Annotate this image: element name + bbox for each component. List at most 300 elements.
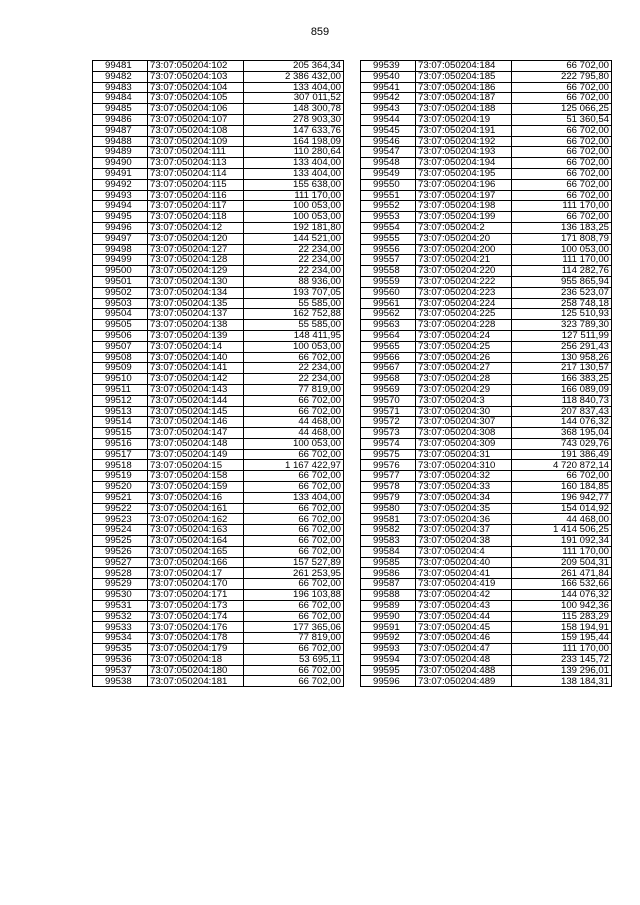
row-number-cell: 99498 xyxy=(93,244,148,255)
row-number-cell: 99482 xyxy=(93,71,148,82)
table-row xyxy=(93,557,344,568)
row-number-cell: 99510 xyxy=(93,374,148,385)
value-cell: 323 789,30 xyxy=(512,320,612,331)
table-row xyxy=(93,298,344,309)
table-row xyxy=(93,665,344,676)
cadastral-number-cell: 73:07:050204:198 xyxy=(416,201,512,212)
cadastral-number-cell: 73:07:050204:107 xyxy=(148,114,244,125)
cadastral-number-cell: 73:07:050204:164 xyxy=(148,536,244,547)
table-row xyxy=(93,525,344,536)
cadastral-number-cell: 73:07:050204:36 xyxy=(416,514,512,525)
table-row xyxy=(93,590,344,601)
table-row xyxy=(361,557,612,568)
value-cell: 743 029,76 xyxy=(512,438,612,449)
value-cell: 66 702,00 xyxy=(244,536,344,547)
table-row xyxy=(93,482,344,493)
row-number-cell: 99490 xyxy=(93,158,148,169)
row-number-cell: 99487 xyxy=(93,125,148,136)
value-cell: 164 198,09 xyxy=(244,136,344,147)
value-cell: 22 234,00 xyxy=(244,266,344,277)
value-cell: 66 702,00 xyxy=(244,665,344,676)
value-cell: 192 181,80 xyxy=(244,222,344,233)
row-number-cell: 99516 xyxy=(93,438,148,449)
row-number-cell: 99545 xyxy=(361,125,416,136)
row-number-cell: 99526 xyxy=(93,546,148,557)
table-row xyxy=(93,233,344,244)
value-cell: 166 532,66 xyxy=(512,579,612,590)
value-cell: 66 702,00 xyxy=(512,158,612,169)
table-row xyxy=(93,514,344,525)
cadastral-number-cell: 73:07:050204:141 xyxy=(148,363,244,374)
value-cell: 66 702,00 xyxy=(244,395,344,406)
cadastral-number-cell: 73:07:050204:111 xyxy=(148,147,244,158)
table-row xyxy=(93,222,344,233)
row-number-cell: 99522 xyxy=(93,503,148,514)
table-row xyxy=(93,82,344,93)
row-number-cell: 99579 xyxy=(361,492,416,503)
row-number-cell: 99560 xyxy=(361,287,416,298)
value-cell: 111 170,00 xyxy=(512,255,612,266)
cadastral-number-cell: 73:07:050204:228 xyxy=(416,320,512,331)
cadastral-number-cell: 73:07:050204:139 xyxy=(148,330,244,341)
row-number-cell: 99559 xyxy=(361,276,416,287)
row-number-cell: 99517 xyxy=(93,449,148,460)
table-row xyxy=(93,374,344,385)
cadastral-number-cell: 73:07:050204:194 xyxy=(416,158,512,169)
table-row xyxy=(93,438,344,449)
cadastral-number-cell: 73:07:050204:44 xyxy=(416,611,512,622)
value-cell: 278 903,30 xyxy=(244,114,344,125)
table-row xyxy=(361,61,612,72)
value-cell: 222 795,80 xyxy=(512,71,612,82)
value-cell: 100 053,00 xyxy=(244,212,344,223)
value-cell: 66 702,00 xyxy=(512,82,612,93)
cadastral-number-cell: 73:07:050204:17 xyxy=(148,568,244,579)
value-cell: 22 234,00 xyxy=(244,244,344,255)
cadastral-number-cell: 73:07:050204:197 xyxy=(416,190,512,201)
value-cell: 66 702,00 xyxy=(244,503,344,514)
row-number-cell: 99587 xyxy=(361,579,416,590)
table-row xyxy=(361,665,612,676)
row-number-cell: 99552 xyxy=(361,201,416,212)
row-number-cell: 99491 xyxy=(93,168,148,179)
row-number-cell: 99563 xyxy=(361,320,416,331)
table-row xyxy=(361,492,612,503)
row-number-cell: 99530 xyxy=(93,590,148,601)
table-row xyxy=(93,125,344,136)
cadastral-number-cell: 73:07:050204:134 xyxy=(148,287,244,298)
value-cell: 66 702,00 xyxy=(244,514,344,525)
table-row xyxy=(361,384,612,395)
value-cell: 191 386,49 xyxy=(512,449,612,460)
row-number-cell: 99521 xyxy=(93,492,148,503)
row-number-cell: 99547 xyxy=(361,147,416,158)
table-row xyxy=(93,633,344,644)
cadastral-number-cell: 73:07:050204:179 xyxy=(148,644,244,655)
row-number-cell: 99537 xyxy=(93,665,148,676)
row-number-cell: 99581 xyxy=(361,514,416,525)
value-cell: 955 865,94 xyxy=(512,276,612,287)
cadastral-number-cell: 73:07:050204:4 xyxy=(416,546,512,557)
cadastral-number-cell: 73:07:050204:140 xyxy=(148,352,244,363)
value-cell: 66 702,00 xyxy=(512,136,612,147)
table-row xyxy=(93,244,344,255)
value-cell: 66 702,00 xyxy=(244,546,344,557)
table-row xyxy=(361,471,612,482)
value-cell: 66 702,00 xyxy=(244,600,344,611)
value-cell: 2 386 432,00 xyxy=(244,71,344,82)
row-number-cell: 99497 xyxy=(93,233,148,244)
row-number-cell: 99539 xyxy=(361,61,416,72)
row-number-cell: 99481 xyxy=(93,61,148,72)
table-row xyxy=(361,428,612,439)
value-cell: 368 195,04 xyxy=(512,428,612,439)
cadastral-number-cell: 73:07:050204:191 xyxy=(416,125,512,136)
row-number-cell: 99493 xyxy=(93,190,148,201)
cadastral-number-cell: 73:07:050204:188 xyxy=(416,104,512,115)
cadastral-number-cell: 73:07:050204:40 xyxy=(416,557,512,568)
table-row xyxy=(93,352,344,363)
value-cell: 100 942,36 xyxy=(512,600,612,611)
value-cell: 118 840,73 xyxy=(512,395,612,406)
value-cell: 55 585,00 xyxy=(244,320,344,331)
value-cell: 159 195,44 xyxy=(512,633,612,644)
table-row xyxy=(93,341,344,352)
cadastral-number-cell: 73:07:050204:43 xyxy=(416,600,512,611)
cadastral-number-cell: 73:07:050204:145 xyxy=(148,406,244,417)
row-number-cell: 99586 xyxy=(361,568,416,579)
cadastral-number-cell: 73:07:050204:130 xyxy=(148,276,244,287)
table-row xyxy=(93,287,344,298)
cadastral-number-cell: 73:07:050204:113 xyxy=(148,158,244,169)
value-cell: 100 053,00 xyxy=(512,244,612,255)
cadastral-number-cell: 73:07:050204:170 xyxy=(148,579,244,590)
value-cell: 193 707,05 xyxy=(244,287,344,298)
value-cell: 166 383,25 xyxy=(512,374,612,385)
table-row xyxy=(361,82,612,93)
table-row xyxy=(361,71,612,82)
cadastral-number-cell: 73:07:050204:48 xyxy=(416,654,512,665)
cadastral-number-cell: 73:07:050204:173 xyxy=(148,600,244,611)
row-number-cell: 99486 xyxy=(93,114,148,125)
value-cell: 22 234,00 xyxy=(244,374,344,385)
table-row xyxy=(93,428,344,439)
value-cell: 66 702,00 xyxy=(244,352,344,363)
cadastral-number-cell: 73:07:050204:144 xyxy=(148,395,244,406)
table-row xyxy=(361,341,612,352)
row-number-cell: 99571 xyxy=(361,406,416,417)
cadastral-number-cell: 73:07:050204:120 xyxy=(148,233,244,244)
value-cell: 133 404,00 xyxy=(244,492,344,503)
cadastral-number-cell: 73:07:050204:225 xyxy=(416,309,512,320)
cadastral-number-cell: 73:07:050204:24 xyxy=(416,330,512,341)
row-number-cell: 99548 xyxy=(361,158,416,169)
cadastral-number-cell: 73:07:050204:116 xyxy=(148,190,244,201)
row-number-cell: 99570 xyxy=(361,395,416,406)
row-number-cell: 99507 xyxy=(93,341,148,352)
cadastral-number-cell: 73:07:050204:159 xyxy=(148,482,244,493)
value-cell: 66 702,00 xyxy=(244,406,344,417)
value-cell: 66 702,00 xyxy=(512,61,612,72)
table-row xyxy=(93,406,344,417)
table-row xyxy=(93,168,344,179)
table-row xyxy=(361,320,612,331)
table-row xyxy=(93,61,344,72)
row-number-cell: 99549 xyxy=(361,168,416,179)
cadastral-number-cell: 73:07:050204:35 xyxy=(416,503,512,514)
cadastral-number-cell: 73:07:050204:146 xyxy=(148,417,244,428)
value-cell: 44 468,00 xyxy=(244,428,344,439)
row-number-cell: 99565 xyxy=(361,341,416,352)
value-cell: 138 184,31 xyxy=(512,676,612,687)
row-number-cell: 99566 xyxy=(361,352,416,363)
cadastral-number-cell: 73:07:050204:32 xyxy=(416,471,512,482)
value-cell: 114 282,76 xyxy=(512,266,612,277)
table-row xyxy=(93,460,344,471)
value-cell: 127 511,99 xyxy=(512,330,612,341)
row-number-cell: 99554 xyxy=(361,222,416,233)
value-cell: 4 720 872,14 xyxy=(512,460,612,471)
value-cell: 77 819,00 xyxy=(244,384,344,395)
value-cell: 66 702,00 xyxy=(244,482,344,493)
row-number-cell: 99557 xyxy=(361,255,416,266)
table-row xyxy=(93,417,344,428)
row-number-cell: 99504 xyxy=(93,309,148,320)
value-cell: 66 702,00 xyxy=(512,147,612,158)
table-row xyxy=(361,644,612,655)
table-row xyxy=(361,417,612,428)
row-number-cell: 99535 xyxy=(93,644,148,655)
table-row xyxy=(361,222,612,233)
row-number-cell: 99495 xyxy=(93,212,148,223)
table-row xyxy=(361,93,612,104)
table-row xyxy=(361,158,612,169)
row-number-cell: 99583 xyxy=(361,536,416,547)
table-row xyxy=(361,266,612,277)
table-row xyxy=(361,330,612,341)
value-cell: 125 066,25 xyxy=(512,104,612,115)
table-row xyxy=(93,330,344,341)
cadastral-number-cell: 73:07:050204:158 xyxy=(148,471,244,482)
value-cell: 66 702,00 xyxy=(512,190,612,201)
cadastral-number-cell: 73:07:050204:180 xyxy=(148,665,244,676)
row-number-cell: 99542 xyxy=(361,93,416,104)
value-cell: 133 404,00 xyxy=(244,158,344,169)
table-row xyxy=(361,600,612,611)
row-number-cell: 99496 xyxy=(93,222,148,233)
row-number-cell: 99594 xyxy=(361,654,416,665)
value-cell: 44 468,00 xyxy=(244,417,344,428)
value-cell: 133 404,00 xyxy=(244,82,344,93)
value-cell: 217 130,57 xyxy=(512,363,612,374)
cadastral-number-cell: 73:07:050204:47 xyxy=(416,644,512,655)
table-row xyxy=(361,201,612,212)
cadastral-number-cell: 73:07:050204:103 xyxy=(148,71,244,82)
value-cell: 147 633,76 xyxy=(244,125,344,136)
table-row xyxy=(361,255,612,266)
row-number-cell: 99564 xyxy=(361,330,416,341)
value-cell: 66 702,00 xyxy=(512,125,612,136)
row-number-cell: 99509 xyxy=(93,363,148,374)
table-row xyxy=(93,644,344,655)
row-number-cell: 99525 xyxy=(93,536,148,547)
value-cell: 66 702,00 xyxy=(244,676,344,687)
row-number-cell: 99588 xyxy=(361,590,416,601)
value-cell: 162 752,88 xyxy=(244,309,344,320)
table-row xyxy=(361,579,612,590)
cadastral-number-cell: 73:07:050204:488 xyxy=(416,665,512,676)
row-number-cell: 99533 xyxy=(93,622,148,633)
cadastral-number-cell: 73:07:050204:20 xyxy=(416,233,512,244)
table-row xyxy=(93,276,344,287)
table-row xyxy=(361,406,612,417)
row-number-cell: 99502 xyxy=(93,287,148,298)
value-cell: 148 300,78 xyxy=(244,104,344,115)
value-cell: 66 702,00 xyxy=(244,449,344,460)
row-number-cell: 99484 xyxy=(93,93,148,104)
right-cadastral-table xyxy=(360,60,612,687)
cadastral-number-cell: 73:07:050204:25 xyxy=(416,341,512,352)
row-number-cell: 99515 xyxy=(93,428,148,439)
value-cell: 155 638,00 xyxy=(244,179,344,190)
cadastral-number-cell: 73:07:050204:142 xyxy=(148,374,244,385)
row-number-cell: 99513 xyxy=(93,406,148,417)
value-cell: 53 695,11 xyxy=(244,654,344,665)
table-row xyxy=(361,212,612,223)
cadastral-number-cell: 73:07:050204:2 xyxy=(416,222,512,233)
value-cell: 66 702,00 xyxy=(512,212,612,223)
row-number-cell: 99567 xyxy=(361,363,416,374)
table-row xyxy=(93,395,344,406)
value-cell: 66 702,00 xyxy=(512,168,612,179)
cadastral-number-cell: 73:07:050204:129 xyxy=(148,266,244,277)
row-number-cell: 99494 xyxy=(93,201,148,212)
cadastral-number-cell: 73:07:050204:127 xyxy=(148,244,244,255)
row-number-cell: 99556 xyxy=(361,244,416,255)
value-cell: 233 145,72 xyxy=(512,654,612,665)
value-cell: 139 296,01 xyxy=(512,665,612,676)
value-cell: 196 942,77 xyxy=(512,492,612,503)
cadastral-number-cell: 73:07:050204:181 xyxy=(148,676,244,687)
table-row xyxy=(361,460,612,471)
cadastral-number-cell: 73:07:050204:308 xyxy=(416,428,512,439)
value-cell: 160 184,85 xyxy=(512,482,612,493)
table-row xyxy=(93,255,344,266)
value-cell: 66 702,00 xyxy=(244,525,344,536)
value-cell: 236 523,07 xyxy=(512,287,612,298)
row-number-cell: 99561 xyxy=(361,298,416,309)
cadastral-number-cell: 73:07:050204:161 xyxy=(148,503,244,514)
table-row xyxy=(361,136,612,147)
row-number-cell: 99584 xyxy=(361,546,416,557)
row-number-cell: 99485 xyxy=(93,104,148,115)
cadastral-number-cell: 73:07:050204:147 xyxy=(148,428,244,439)
row-number-cell: 99575 xyxy=(361,449,416,460)
table-row xyxy=(361,546,612,557)
row-number-cell: 99534 xyxy=(93,633,148,644)
table-row xyxy=(93,114,344,125)
value-cell: 261 253,95 xyxy=(244,568,344,579)
table-row xyxy=(361,536,612,547)
value-cell: 66 702,00 xyxy=(512,471,612,482)
value-cell: 205 364,34 xyxy=(244,61,344,72)
row-number-cell: 99489 xyxy=(93,147,148,158)
cadastral-number-cell: 73:07:050204:31 xyxy=(416,449,512,460)
value-cell: 207 837,43 xyxy=(512,406,612,417)
value-cell: 55 585,00 xyxy=(244,298,344,309)
value-cell: 148 411,95 xyxy=(244,330,344,341)
cadastral-number-cell: 73:07:050204:21 xyxy=(416,255,512,266)
page-number: 859 xyxy=(310,26,330,38)
table-row xyxy=(93,93,344,104)
table-row xyxy=(93,363,344,374)
value-cell: 133 404,00 xyxy=(244,168,344,179)
table-row xyxy=(93,622,344,633)
table-row xyxy=(93,309,344,320)
table-row xyxy=(361,287,612,298)
value-cell: 1 167 422,97 xyxy=(244,460,344,471)
value-cell: 111 170,00 xyxy=(512,201,612,212)
value-cell: 307 011,52 xyxy=(244,93,344,104)
row-number-cell: 99529 xyxy=(93,579,148,590)
row-number-cell: 99512 xyxy=(93,395,148,406)
row-number-cell: 99483 xyxy=(93,82,148,93)
table-row xyxy=(361,590,612,601)
value-cell: 66 702,00 xyxy=(244,611,344,622)
table-row xyxy=(93,600,344,611)
row-number-cell: 99506 xyxy=(93,330,148,341)
row-number-cell: 99576 xyxy=(361,460,416,471)
value-cell: 100 053,00 xyxy=(244,438,344,449)
cadastral-number-cell: 73:07:050204:38 xyxy=(416,536,512,547)
cadastral-number-cell: 73:07:050204:33 xyxy=(416,482,512,493)
cadastral-number-cell: 73:07:050204:223 xyxy=(416,287,512,298)
row-number-cell: 99582 xyxy=(361,525,416,536)
table-row xyxy=(361,352,612,363)
table-row xyxy=(361,503,612,514)
cadastral-number-cell: 73:07:050204:34 xyxy=(416,492,512,503)
cadastral-number-cell: 73:07:050204:26 xyxy=(416,352,512,363)
row-number-cell: 99536 xyxy=(93,654,148,665)
cadastral-number-cell: 73:07:050204:192 xyxy=(416,136,512,147)
table-row xyxy=(93,654,344,665)
cadastral-number-cell: 73:07:050204:419 xyxy=(416,579,512,590)
value-cell: 66 702,00 xyxy=(512,93,612,104)
value-cell: 157 527,89 xyxy=(244,557,344,568)
row-number-cell: 99540 xyxy=(361,71,416,82)
table-row xyxy=(93,579,344,590)
table-row xyxy=(93,179,344,190)
value-cell: 110 280,64 xyxy=(244,147,344,158)
table-row xyxy=(361,104,612,115)
table-row xyxy=(93,136,344,147)
cadastral-number-cell: 73:07:050204:137 xyxy=(148,309,244,320)
value-cell: 111 170,00 xyxy=(512,644,612,655)
value-cell: 261 471,84 xyxy=(512,568,612,579)
row-number-cell: 99568 xyxy=(361,374,416,385)
cadastral-number-cell: 73:07:050204:163 xyxy=(148,525,244,536)
cadastral-number-cell: 73:07:050204:12 xyxy=(148,222,244,233)
table-row xyxy=(361,244,612,255)
row-number-cell: 99519 xyxy=(93,471,148,482)
row-number-cell: 99511 xyxy=(93,384,148,395)
row-number-cell: 99555 xyxy=(361,233,416,244)
value-cell: 136 183,25 xyxy=(512,222,612,233)
value-cell: 22 234,00 xyxy=(244,363,344,374)
value-cell: 166 089,09 xyxy=(512,384,612,395)
cadastral-number-cell: 73:07:050204:42 xyxy=(416,590,512,601)
cadastral-number-cell: 73:07:050204:166 xyxy=(148,557,244,568)
